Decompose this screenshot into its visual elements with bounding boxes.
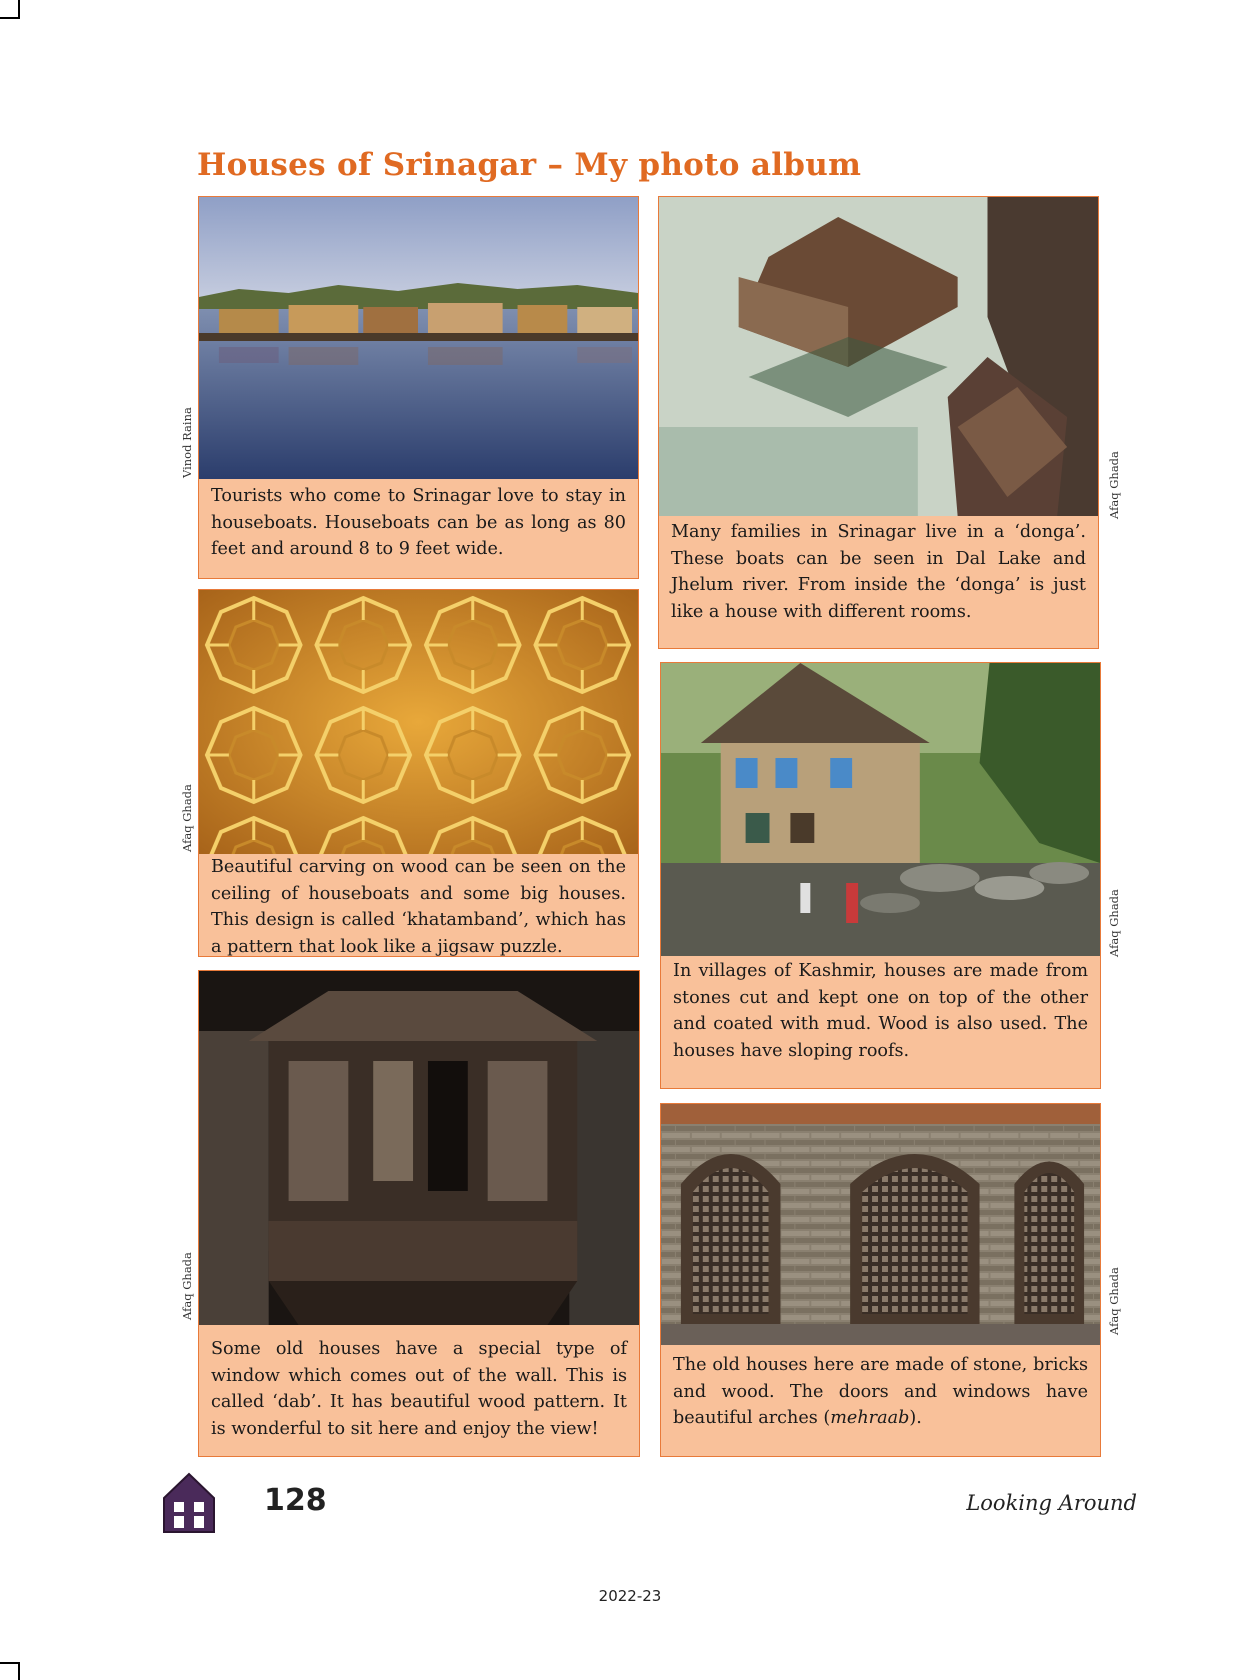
crop-mark-top-left-v	[18, 0, 20, 18]
photo-card-arched-windows	[660, 1103, 1101, 1457]
crop-mark-bottom-left-h	[0, 1662, 20, 1664]
page-number: 128	[264, 1483, 327, 1518]
photo-card-village-house	[660, 662, 1101, 1089]
dab-window-caption: Some old houses have a special type of window which comes out of the wall. This is called ‘dab’. It has beautiful wood pattern. It is wonderful to sit here and enjoy the view!	[211, 1339, 627, 1439]
house-icon	[158, 1470, 220, 1536]
dab-window-photo	[199, 971, 639, 1325]
page-title: Houses of Srinagar – My photo album	[197, 147, 862, 183]
photo-credit-houseboats: Vinod Raina	[180, 407, 194, 478]
arched-windows-photo	[661, 1104, 1100, 1345]
photo-credit-dab-window: Afaq Ghada	[180, 1252, 194, 1320]
photo-card-dab-window	[198, 970, 640, 1457]
caption-text-after: ).	[909, 1408, 922, 1428]
caption-italic-term: mehraab	[830, 1408, 910, 1428]
crop-mark-bottom-left-v	[18, 1662, 20, 1680]
photo-credit-village-house: Afaq Ghada	[1107, 889, 1121, 957]
donga-caption: Many families in Srinagar live in a ‘donga’. These boats can be seen in Dal Lake and Jhelum river. From inside the ‘donga’ is just like a house with different rooms.	[671, 522, 1086, 622]
houseboats-caption: Tourists who come to Srinagar love to stay in houseboats. Houseboats can be as long as 80 feet and around 8 to 9 feet wide.	[211, 486, 626, 559]
khatamband-photo	[199, 590, 638, 854]
khatamband-caption: Beautiful carving on wood can be seen on the ceiling of houseboats and some big houses. This design is called ‘khatamband’, which has a pattern that look like a jigsaw puzzle.	[211, 857, 626, 957]
houseboats-photo	[199, 197, 638, 479]
village-house-photo	[661, 663, 1100, 956]
donga-photo	[659, 197, 1098, 516]
caption-text-before: The old houses here are made of stone, bricks and wood. The doors and windows have beautiful arches (	[673, 1355, 1088, 1428]
photo-credit-donga: Afaq Ghada	[1107, 451, 1121, 519]
crop-mark-top-left-h	[0, 17, 20, 19]
photo-credit-arched-windows: Afaq Ghada	[1107, 1267, 1121, 1335]
photo-card-khatamband	[198, 589, 639, 957]
photo-card-donga	[658, 196, 1099, 649]
village-house-caption: In villages of Kashmir, houses are made from stones cut and kept one on top of the other and coated with mud. Wood is also used. The houses have sloping roofs.	[673, 961, 1088, 1061]
photo-credit-khatamband: Afaq Ghada	[180, 784, 194, 852]
photo-card-houseboats	[198, 196, 639, 579]
arched-windows-caption	[673, 1352, 1088, 1432]
book-title: Looking Around	[966, 1491, 1137, 1515]
year-label: 2022-23	[598, 1587, 662, 1605]
